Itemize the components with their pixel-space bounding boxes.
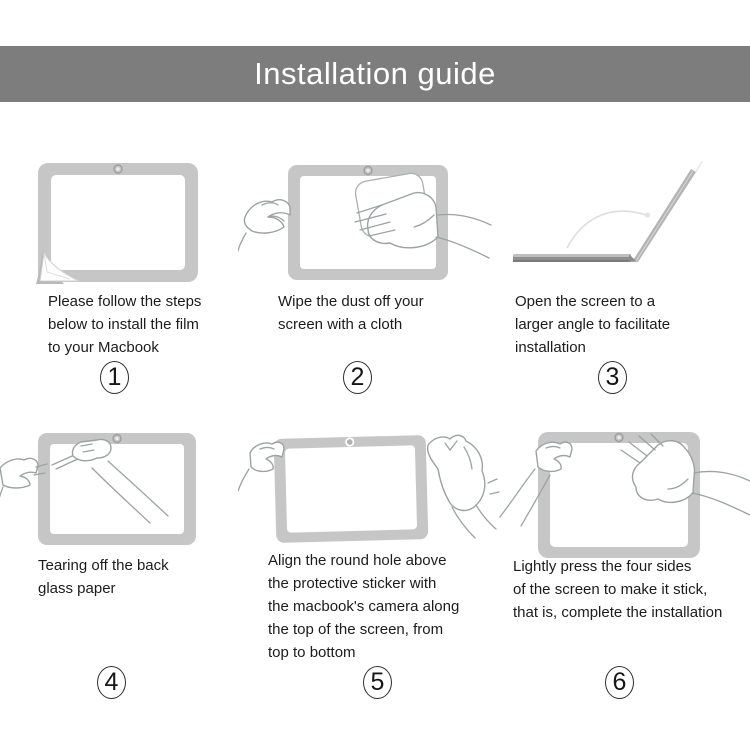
caption-line: Wipe the dust off your [278, 293, 424, 310]
step-number: 2 [350, 363, 365, 391]
caption-line: the protective sticker with [268, 575, 437, 592]
caption-line: below to install the film [48, 316, 199, 333]
caption-line: top to bottom [268, 644, 356, 661]
step-5-caption [268, 549, 459, 664]
step-number-badge [97, 666, 126, 699]
step-1-caption [48, 290, 201, 359]
tablet-peel-film-icon [30, 158, 210, 286]
step-4-caption [38, 554, 169, 600]
caption-line: installation [515, 339, 586, 356]
step-number: 3 [605, 363, 620, 391]
step-2-caption [278, 290, 424, 336]
wipe-screen-cloth-illustration [238, 155, 493, 285]
caption-line: screen with a cloth [278, 316, 403, 333]
press-four-sides-illustration [488, 423, 750, 573]
step-number: 1 [107, 363, 122, 391]
press-four-sides-icon [488, 423, 750, 573]
caption-line: Open the screen to a [515, 293, 656, 310]
step-number-badge [598, 361, 627, 394]
page-title: Installation guide [254, 56, 496, 91]
tablet-peel-film-illustration [30, 158, 210, 286]
caption-line: larger angle to facilitate [515, 316, 671, 333]
step-number-badge [343, 361, 372, 394]
caption-line: Tearing off the back [38, 557, 169, 574]
step-number: 6 [612, 668, 627, 696]
banner [0, 46, 750, 102]
step-6-caption [513, 555, 722, 624]
step-number-badge [363, 666, 392, 699]
tear-back-glass-paper-illustration [0, 423, 250, 551]
step-number-badge [100, 361, 129, 394]
caption-line: the top of the screen, from [268, 621, 444, 638]
caption-line: glass paper [38, 580, 116, 597]
caption-line: Align the round hole above [268, 552, 447, 569]
wipe-screen-cloth-icon [238, 155, 493, 285]
tear-back-glass-paper-icon [0, 423, 250, 551]
caption-line: to your Macbook [48, 339, 159, 356]
caption-line: Lightly press the four sides [513, 558, 692, 575]
caption-line: Please follow the steps [48, 293, 202, 310]
step-3-caption [515, 290, 670, 359]
open-laptop-angle-icon [505, 158, 740, 278]
step-number: 4 [104, 668, 119, 696]
open-laptop-angle-illustration [505, 158, 740, 278]
step-number-badge [605, 666, 634, 699]
step-number: 5 [370, 668, 385, 696]
caption-line: the macbook's camera along [268, 598, 460, 615]
caption-line: of the screen to make it stick, [513, 581, 708, 598]
caption-line: that is, complete the installation [513, 604, 723, 621]
